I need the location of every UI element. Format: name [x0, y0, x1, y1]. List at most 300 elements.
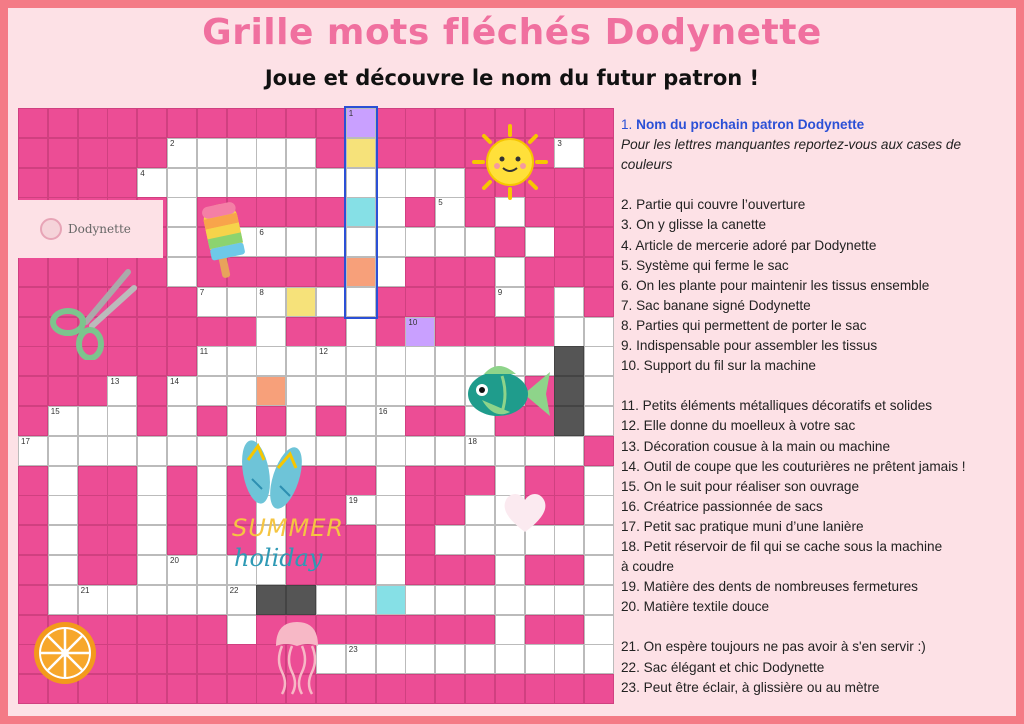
- clue-1-text: Nom du prochain patron Dodynette: [636, 117, 865, 132]
- grid-cell: [316, 197, 346, 227]
- grid-cell: [465, 317, 495, 347]
- grid-cell[interactable]: [316, 376, 346, 406]
- grid-cell[interactable]: [346, 257, 376, 287]
- grid-cell: [78, 138, 108, 168]
- grid-cell[interactable]: [584, 406, 614, 436]
- grid-cell[interactable]: [167, 406, 197, 436]
- grid-cell[interactable]: [316, 346, 346, 376]
- grid-cell[interactable]: [495, 585, 525, 615]
- grid-cell: [18, 108, 48, 138]
- grid-cell[interactable]: [227, 615, 257, 645]
- grid-cell[interactable]: [465, 227, 495, 257]
- clue-number-label: 20: [170, 556, 179, 565]
- grid-cell[interactable]: [286, 585, 316, 615]
- grid-cell[interactable]: [405, 317, 435, 347]
- grid-cell: [405, 108, 435, 138]
- grid-cell[interactable]: [137, 466, 167, 496]
- grid-cell: [107, 674, 137, 704]
- clue-item: 2. Partie qui couvre l’ouverture: [621, 197, 806, 213]
- grid-cell: [256, 257, 286, 287]
- grid-cell[interactable]: [584, 644, 614, 674]
- grid-cell[interactable]: [346, 585, 376, 615]
- grid-cell[interactable]: [376, 346, 406, 376]
- grid-cell[interactable]: [286, 227, 316, 257]
- grid-cell[interactable]: [405, 168, 435, 198]
- grid-cell: [18, 585, 48, 615]
- grid-cell[interactable]: [405, 585, 435, 615]
- brand-logo-icon: [40, 218, 62, 240]
- grid-cell[interactable]: [346, 108, 376, 138]
- grid-cell[interactable]: [316, 287, 346, 317]
- grid-cell: [405, 138, 435, 168]
- clue-number-label: 18: [468, 436, 477, 446]
- grid-cell[interactable]: [376, 376, 406, 406]
- grid-cell: [554, 615, 584, 645]
- grid-cell[interactable]: [227, 168, 257, 198]
- grid-cell[interactable]: [197, 346, 227, 376]
- grid-cell[interactable]: [554, 585, 584, 615]
- grid-cell: [197, 406, 227, 436]
- grid-cell[interactable]: [197, 466, 227, 496]
- grid-cell[interactable]: [197, 525, 227, 555]
- grid-cell: [584, 197, 614, 227]
- clue-number-label: 11: [199, 347, 209, 357]
- clue-item: 10. Support du fil sur la machine: [621, 358, 816, 374]
- grid-cell[interactable]: [286, 346, 316, 376]
- clue-item: 13. Décoration cousue à la main ou machine: [621, 438, 891, 454]
- summer-sticker-text: SUMMER: [232, 514, 345, 542]
- grid-cell[interactable]: [554, 644, 584, 674]
- brand-name: Dodynette: [68, 222, 131, 236]
- grid-cell: [167, 346, 197, 376]
- grid-cell[interactable]: [346, 346, 376, 376]
- clue-number-label: 13: [110, 377, 120, 387]
- grid-cell: [78, 108, 108, 138]
- grid-cell[interactable]: [256, 346, 286, 376]
- grid-cell[interactable]: [376, 525, 406, 555]
- brand-badge: [18, 200, 163, 258]
- grid-cell[interactable]: [197, 138, 227, 168]
- grid-cell: [495, 287, 525, 317]
- grid-cell: [167, 525, 197, 555]
- grid-cell[interactable]: [435, 644, 465, 674]
- grid-cell[interactable]: [465, 525, 495, 555]
- grid-cell: [197, 674, 227, 704]
- clue-item: 9. Indispensable pour assembler les tissus: [621, 338, 878, 354]
- grid-cell: [18, 287, 48, 317]
- grid-cell[interactable]: [227, 376, 257, 406]
- grid-cell: [495, 317, 525, 347]
- grid-cell: [554, 674, 584, 704]
- grid-cell: [376, 615, 406, 645]
- grid-cell[interactable]: [137, 495, 167, 525]
- fish-icon: [462, 360, 554, 428]
- grid-cell: [346, 674, 376, 704]
- grid-cell[interactable]: [584, 466, 614, 496]
- grid-cell[interactable]: [286, 168, 316, 198]
- grid-cell[interactable]: [525, 644, 555, 674]
- grid-cell[interactable]: [525, 436, 555, 466]
- grid-cell: [78, 525, 108, 555]
- grid-cell: [167, 615, 197, 645]
- grid-cell: [435, 317, 465, 347]
- grid-cell: [78, 466, 108, 496]
- grid-cell[interactable]: [554, 376, 584, 406]
- grid-cell: [405, 406, 435, 436]
- grid-cell[interactable]: [78, 406, 108, 436]
- grid-cell[interactable]: [554, 406, 584, 436]
- clue-number-label: 17: [21, 436, 30, 446]
- grid-cell[interactable]: [167, 257, 197, 287]
- grid-cell: [286, 257, 316, 287]
- grid-cell[interactable]: [554, 525, 584, 555]
- page-title: Grille mots fléchés Dodynette: [202, 12, 822, 53]
- grid-cell: [554, 466, 584, 496]
- grid-cell: [18, 257, 48, 287]
- grid-cell[interactable]: [554, 287, 584, 317]
- grid-cell: [286, 197, 316, 227]
- grid-cell[interactable]: [107, 376, 137, 406]
- grid-cell[interactable]: [316, 168, 346, 198]
- grid-cell[interactable]: [316, 585, 346, 615]
- grid-cell[interactable]: [554, 436, 584, 466]
- grid-cell[interactable]: [197, 585, 227, 615]
- grid-cell[interactable]: [256, 287, 286, 317]
- grid-cell: [316, 108, 346, 138]
- grid-cell[interactable]: [435, 346, 465, 376]
- clue-item: 14. Outil de coupe que les couturières ne prêtent jamais !: [621, 458, 966, 474]
- clue-number-label: 16: [378, 407, 388, 416]
- grid-cell: [167, 287, 197, 317]
- grid-cell: [465, 287, 495, 317]
- clue-number-label: 5: [438, 198, 443, 208]
- clue-1: [621, 115, 1011, 135]
- grid-cell[interactable]: [584, 376, 614, 406]
- grid-cell[interactable]: [167, 138, 197, 168]
- grid-cell[interactable]: [316, 436, 346, 466]
- grid-cell: [18, 436, 48, 466]
- grid-cell: [227, 674, 257, 704]
- grid-cell[interactable]: [107, 585, 137, 615]
- grid-cell[interactable]: [286, 376, 316, 406]
- grid-cell: [197, 317, 227, 347]
- grid-cell[interactable]: [376, 436, 406, 466]
- grid-cell: [18, 138, 48, 168]
- clue-item: à coudre: [621, 559, 674, 575]
- grid-cell: [137, 138, 167, 168]
- grid-cell[interactable]: [256, 376, 286, 406]
- grid-cell: [107, 168, 137, 198]
- grid-cell: [435, 406, 465, 436]
- sun-icon: [468, 122, 552, 202]
- grid-cell: [107, 525, 137, 555]
- grid-cell: [525, 555, 555, 585]
- grid-cell: [316, 138, 346, 168]
- grid-cell[interactable]: [137, 585, 167, 615]
- grid-cell[interactable]: [584, 555, 614, 585]
- clue-item: 17. Petit sac pratique muni d’une lanière: [621, 518, 864, 534]
- grid-cell[interactable]: [167, 585, 197, 615]
- clue-item: 6. On les plante pour maintenir les tissus ensemble: [621, 277, 930, 293]
- grid-cell[interactable]: [465, 585, 495, 615]
- grid-cell[interactable]: [435, 168, 465, 198]
- grid-cell: [584, 436, 614, 466]
- grid-cell[interactable]: [376, 227, 406, 257]
- grid-cell[interactable]: [376, 168, 406, 198]
- grid-cell[interactable]: [346, 406, 376, 436]
- grid-cell: [197, 644, 227, 674]
- grid-cell: [18, 317, 48, 347]
- grid-cell: [48, 108, 78, 138]
- grid-cell[interactable]: [227, 138, 257, 168]
- grid-cell[interactable]: [376, 466, 406, 496]
- grid-cell: [107, 644, 137, 674]
- grid-cell: [346, 495, 376, 525]
- grid-cell: [584, 138, 614, 168]
- clue-item: 16. Créatrice passionnée de sacs: [621, 498, 823, 514]
- grid-cell[interactable]: [495, 615, 525, 645]
- grid-cell[interactable]: [48, 525, 78, 555]
- grid-cell: [316, 257, 346, 287]
- grid-cell[interactable]: [376, 585, 406, 615]
- grid-cell: [107, 466, 137, 496]
- grid-cell: [316, 406, 346, 436]
- grid-cell: [346, 555, 376, 585]
- grid-cell[interactable]: [405, 644, 435, 674]
- grid-cell: [137, 287, 167, 317]
- grid-cell[interactable]: [197, 555, 227, 585]
- grid-cell[interactable]: [376, 644, 406, 674]
- grid-cell: [554, 138, 584, 168]
- grid-cell[interactable]: [78, 436, 108, 466]
- clue-number-label: 12: [319, 347, 328, 357]
- grid-cell: [435, 674, 465, 704]
- grid-cell[interactable]: [554, 346, 584, 376]
- grid-cell: [495, 227, 525, 257]
- grid-cell[interactable]: [227, 346, 257, 376]
- grid-cell[interactable]: [584, 495, 614, 525]
- grid-cell[interactable]: [256, 585, 286, 615]
- holiday-sticker-text: holiday: [234, 544, 323, 572]
- grid-cell[interactable]: [525, 227, 555, 257]
- grid-cell[interactable]: [435, 227, 465, 257]
- clue-item: 20. Matière textile douce: [621, 599, 770, 615]
- grid-cell[interactable]: [286, 287, 316, 317]
- grid-cell[interactable]: [465, 436, 495, 466]
- grid-cell[interactable]: [405, 436, 435, 466]
- grid-cell: [525, 317, 555, 347]
- grid-cell[interactable]: [167, 197, 197, 227]
- grid-cell: [78, 495, 108, 525]
- grid-cell[interactable]: [48, 466, 78, 496]
- grid-cell: [584, 287, 614, 317]
- grid-cell: [405, 525, 435, 555]
- grid-cell[interactable]: [197, 495, 227, 525]
- heart-icon: [502, 490, 548, 534]
- clue-number-label: 2: [170, 138, 175, 148]
- clue-item: 5. Système qui ferme le sac: [621, 257, 789, 273]
- grid-cell[interactable]: [495, 644, 525, 674]
- grid-cell[interactable]: [346, 436, 376, 466]
- scissors-icon: [46, 264, 138, 360]
- grid-cell[interactable]: [256, 317, 286, 347]
- grid-cell[interactable]: [48, 585, 78, 615]
- clue-number-label: 19: [348, 496, 358, 506]
- grid-cell: [256, 197, 286, 227]
- grid-cell[interactable]: [227, 585, 257, 615]
- clue-number-label: 6: [259, 228, 264, 238]
- grid-cell[interactable]: [346, 644, 376, 674]
- grid-cell: [346, 466, 376, 496]
- clue-number-label: 14: [170, 377, 179, 387]
- grid-cell[interactable]: [286, 406, 316, 436]
- grid-cell[interactable]: [495, 555, 525, 585]
- grid-cell[interactable]: [435, 436, 465, 466]
- grid-cell[interactable]: [227, 287, 257, 317]
- grid-cell: [137, 615, 167, 645]
- grid-cell[interactable]: [256, 168, 286, 198]
- grid-cell[interactable]: [376, 555, 406, 585]
- grid-cell: [137, 346, 167, 376]
- grid-cell[interactable]: [525, 585, 555, 615]
- grid-cell: [525, 257, 555, 287]
- grid-cell[interactable]: [495, 257, 525, 287]
- grid-cell: [465, 615, 495, 645]
- grid-cell: [405, 466, 435, 496]
- grid-cell[interactable]: [167, 227, 197, 257]
- grid-cell: [405, 615, 435, 645]
- grid-cell[interactable]: [167, 436, 197, 466]
- grid-cell[interactable]: [48, 495, 78, 525]
- grid-cell[interactable]: [405, 376, 435, 406]
- grid-cell: [376, 108, 406, 138]
- grid-cell[interactable]: [554, 317, 584, 347]
- grid-cell[interactable]: [197, 436, 227, 466]
- grid-cell: [18, 406, 48, 436]
- grid-cell[interactable]: [376, 495, 406, 525]
- grid-cell[interactable]: [167, 168, 197, 198]
- grid-cell: [584, 108, 614, 138]
- grid-cell: [435, 197, 465, 227]
- grid-cell: [376, 674, 406, 704]
- grid-cell: [107, 495, 137, 525]
- clue-group-2: [621, 396, 1011, 617]
- clue-number-label: 7: [199, 287, 205, 297]
- grid-cell[interactable]: [197, 168, 227, 198]
- grid-cell[interactable]: [346, 317, 376, 347]
- grid-cell[interactable]: [346, 287, 376, 317]
- grid-cell: [137, 376, 167, 406]
- grid-cell: [18, 495, 48, 525]
- grid-cell[interactable]: [435, 525, 465, 555]
- grid-cell[interactable]: [465, 644, 495, 674]
- grid-cell: [405, 257, 435, 287]
- grid-cell[interactable]: [167, 376, 197, 406]
- grid-cell[interactable]: [137, 555, 167, 585]
- grid-cell: [78, 555, 108, 585]
- grid-cell[interactable]: [584, 585, 614, 615]
- grid-cell: [167, 555, 197, 585]
- orange-slice-icon: [32, 620, 98, 686]
- grid-cell[interactable]: [346, 168, 376, 198]
- grid-cell: [137, 108, 167, 138]
- grid-cell[interactable]: [137, 436, 167, 466]
- grid-cell[interactable]: [346, 197, 376, 227]
- grid-cell[interactable]: [78, 585, 108, 615]
- grid-cell[interactable]: [256, 227, 286, 257]
- clue-number-label: 10: [408, 317, 418, 327]
- grid-cell[interactable]: [286, 138, 316, 168]
- clue-group-1: [621, 195, 1011, 376]
- grid-cell: [137, 257, 167, 287]
- grid-cell: [405, 495, 435, 525]
- grid-cell: [465, 466, 495, 496]
- grid-cell[interactable]: [584, 615, 614, 645]
- grid-cell: [554, 197, 584, 227]
- grid-cell: [18, 168, 48, 198]
- grid-cell[interactable]: [197, 376, 227, 406]
- grid-cell: [316, 466, 346, 496]
- grid-cell[interactable]: [495, 436, 525, 466]
- grid-cell[interactable]: [48, 555, 78, 585]
- grid-cell: [346, 615, 376, 645]
- grid-cell[interactable]: [107, 436, 137, 466]
- grid-cell[interactable]: [107, 406, 137, 436]
- grid-cell[interactable]: [584, 317, 614, 347]
- grid-cell: [48, 406, 78, 436]
- clue-number-label: 15: [50, 407, 60, 416]
- grid-cell: [435, 108, 465, 138]
- grid-cell: [465, 674, 495, 704]
- grid-cell: [525, 287, 555, 317]
- grid-cell: [167, 108, 197, 138]
- grid-cell[interactable]: [346, 138, 376, 168]
- grid-cell[interactable]: [435, 585, 465, 615]
- clue-number-label: 4: [140, 168, 145, 178]
- grid-cell: [554, 227, 584, 257]
- grid-cell[interactable]: [137, 525, 167, 555]
- grid-cell[interactable]: [197, 287, 227, 317]
- grid-cell[interactable]: [584, 346, 614, 376]
- grid-cell[interactable]: [346, 376, 376, 406]
- grid-cell[interactable]: [316, 227, 346, 257]
- grid-cell: [554, 555, 584, 585]
- grid-cell: [525, 615, 555, 645]
- grid-cell[interactable]: [584, 525, 614, 555]
- grid-cell[interactable]: [435, 376, 465, 406]
- clue-1-number: 1.: [621, 117, 633, 132]
- grid-cell[interactable]: [227, 406, 257, 436]
- grid-cell[interactable]: [137, 168, 167, 198]
- grid-cell[interactable]: [405, 227, 435, 257]
- grid-cell: [78, 168, 108, 198]
- grid-cell[interactable]: [346, 227, 376, 257]
- grid-cell: [435, 257, 465, 287]
- jellyfish-icon: [270, 620, 324, 696]
- grid-cell[interactable]: [48, 436, 78, 466]
- grid-cell[interactable]: [465, 495, 495, 525]
- clue-group-3: [621, 637, 1011, 697]
- grid-cell[interactable]: [376, 257, 406, 287]
- grid-cell[interactable]: [405, 346, 435, 376]
- grid-cell: [435, 615, 465, 645]
- grid-cell: [435, 555, 465, 585]
- grid-cell[interactable]: [256, 138, 286, 168]
- grid-cell: [48, 376, 78, 406]
- grid-cell: [405, 674, 435, 704]
- grid-cell: [48, 168, 78, 198]
- grid-cell[interactable]: [376, 197, 406, 227]
